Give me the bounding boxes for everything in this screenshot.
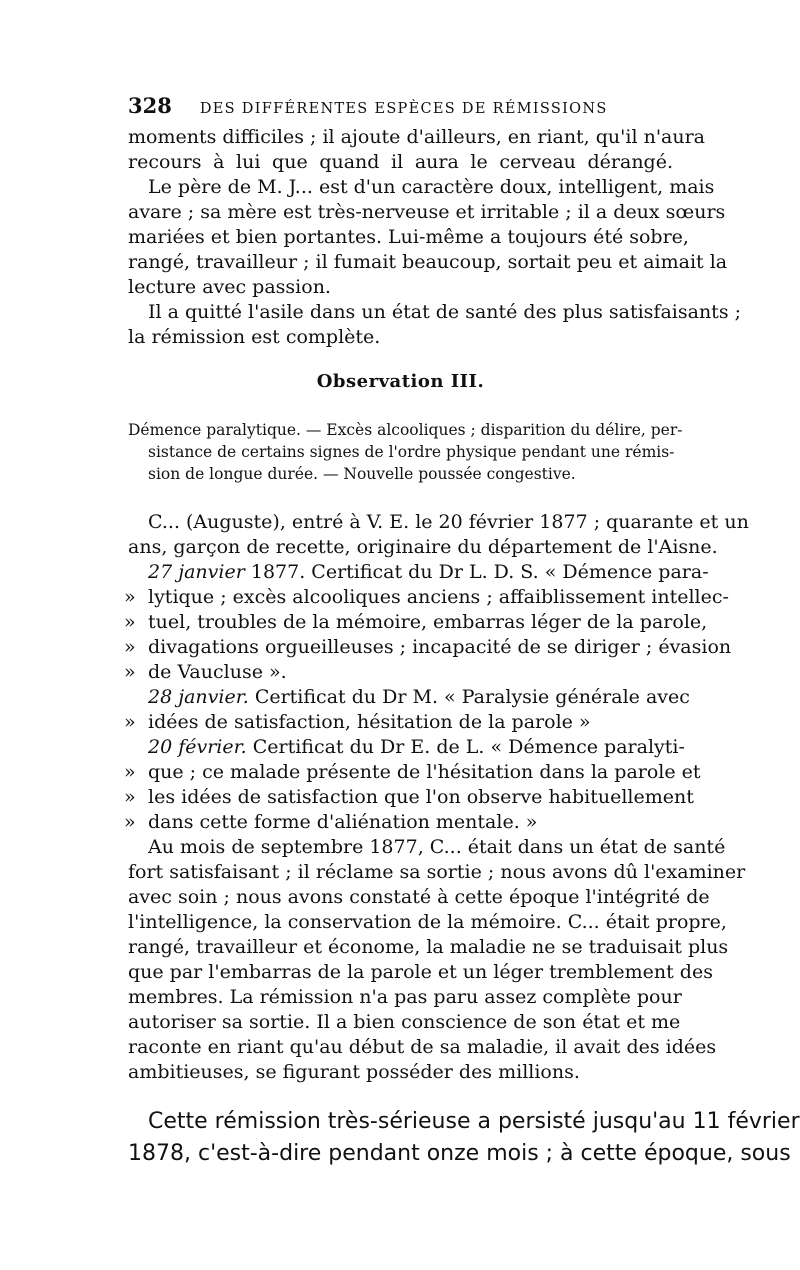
certificate-line: tuel, troubles de la mémoire, embarras léger de la parole, [148, 611, 708, 633]
certificate-text: 1877. Certificat du Dr L. D. S. « Démence para- [250, 561, 709, 583]
certificate-text: Certificat du Dr M. « Paralysie générale avec [254, 686, 690, 708]
text-line: ans, garçon de recette, originaire du département de l'Aisne. [128, 536, 718, 558]
text-line: la rémission est complète. [128, 326, 381, 348]
continuation-quote: » [124, 636, 136, 658]
continuation-quote: » [124, 761, 136, 783]
text-line: 1878, c'est-à-dire pendant onze mois ; à cette époque, sous [128, 1141, 791, 1166]
text-line: C... (Auguste), entré à V. E. le 20 février 1877 ; quarante et un [148, 511, 749, 533]
text-line: rangé, travailleur et économe, la maladie ne se traduisait plus [128, 936, 729, 958]
certificate-date: 27 janvier [148, 561, 245, 583]
certificate-line: les idées de satisfaction que l'on observe habituellement [148, 786, 694, 808]
continuation-quote: » [124, 586, 136, 608]
text-line: lecture avec passion. [128, 276, 331, 298]
observation-heading: Observation III. [316, 371, 485, 392]
continuation-quote: » [124, 786, 136, 808]
text-line: que par l'embarras de la parole et un léger tremblement des [128, 961, 713, 983]
page-number: 328 [128, 93, 172, 118]
certificate-text: Certificat du Dr E. de L. « Démence paralyti- [252, 736, 685, 758]
certificate-line: idées de satisfaction, hésitation de la parole » [148, 711, 591, 733]
text-line: raconte en riant qu'au début de sa maladie, il avait des idées [128, 1036, 717, 1058]
certificate-line: dans cette forme d'aliénation mentale. » [148, 811, 538, 833]
text-line: Le père de M. J... est d'un caractère doux, intelligent, mais [148, 176, 715, 198]
certificate-line [148, 685, 690, 709]
text-line: ambitieuses, se figurant posséder des millions. [128, 1061, 580, 1083]
text-line: l'intelligence, la conservation de la mémoire. C... était propre, [128, 911, 727, 933]
text-line: Cette rémission très-sérieuse a persisté jusqu'au 11 février [148, 1109, 800, 1134]
certificate-date: 20 février. [148, 736, 247, 758]
running-head: DES DIFFÉRENTES ESPÈCES DE RÉMISSIONS [199, 101, 608, 117]
certificate-line [148, 560, 709, 584]
continuation-quote: » [124, 661, 136, 683]
certificate-line: divagations orgueilleuses ; incapacité de se diriger ; évasion [148, 636, 732, 658]
text-line: Au mois de septembre 1877, C... était dans un état de santé [148, 836, 726, 858]
summary-line: sistance de certains signes de l'ordre physique pendant une rémis- [148, 443, 675, 461]
continuation-quote: » [124, 811, 136, 833]
certificate-line: que ; ce malade présente de l'hésitation dans la parole et [148, 761, 701, 783]
text-line: moments difficiles ; il ajoute d'ailleurs, en riant, qu'il n'aura [128, 126, 706, 148]
text-line: Il a quitté l'asile dans un état de santé des plus satisfaisants ; [148, 301, 742, 323]
text-line: recours à lui que quand il aura le cerveau dérangé. [128, 151, 673, 173]
certificate-line: de Vaucluse ». [148, 661, 287, 683]
text-line: autoriser sa sortie. Il a bien conscience de son état et me [128, 1011, 681, 1033]
certificate-line: lytique ; excès alcooliques anciens ; affaiblissement intellec- [148, 586, 729, 608]
summary-line: sion de longue durée. — Nouvelle poussée congestive. [148, 465, 576, 483]
text-line: fort satisfaisant ; il réclame sa sortie ; nous avons dû l'examiner [128, 861, 746, 883]
text-line: mariées et bien portantes. Lui-même a toujours été sobre, [128, 226, 689, 248]
page-header [128, 93, 673, 118]
continuation-quote: » [124, 611, 136, 633]
text-line: membres. La rémission n'a pas paru assez complète pour [128, 986, 682, 1008]
certificate-line [148, 735, 685, 759]
continuation-quote: » [124, 711, 136, 733]
text-line: avare ; sa mère est très-nerveuse et irritable ; il a deux sœurs [128, 201, 726, 223]
certificate-date: 28 janvier. [148, 686, 249, 708]
text-line: avec soin ; nous avons constaté à cette époque l'intégrité de [128, 886, 710, 908]
text-line: rangé, travailleur ; il fumait beaucoup, sortait peu et aimait la [128, 251, 728, 273]
summary-line: Démence paralytique. — Excès alcooliques ; disparition du délire, per- [128, 421, 683, 439]
